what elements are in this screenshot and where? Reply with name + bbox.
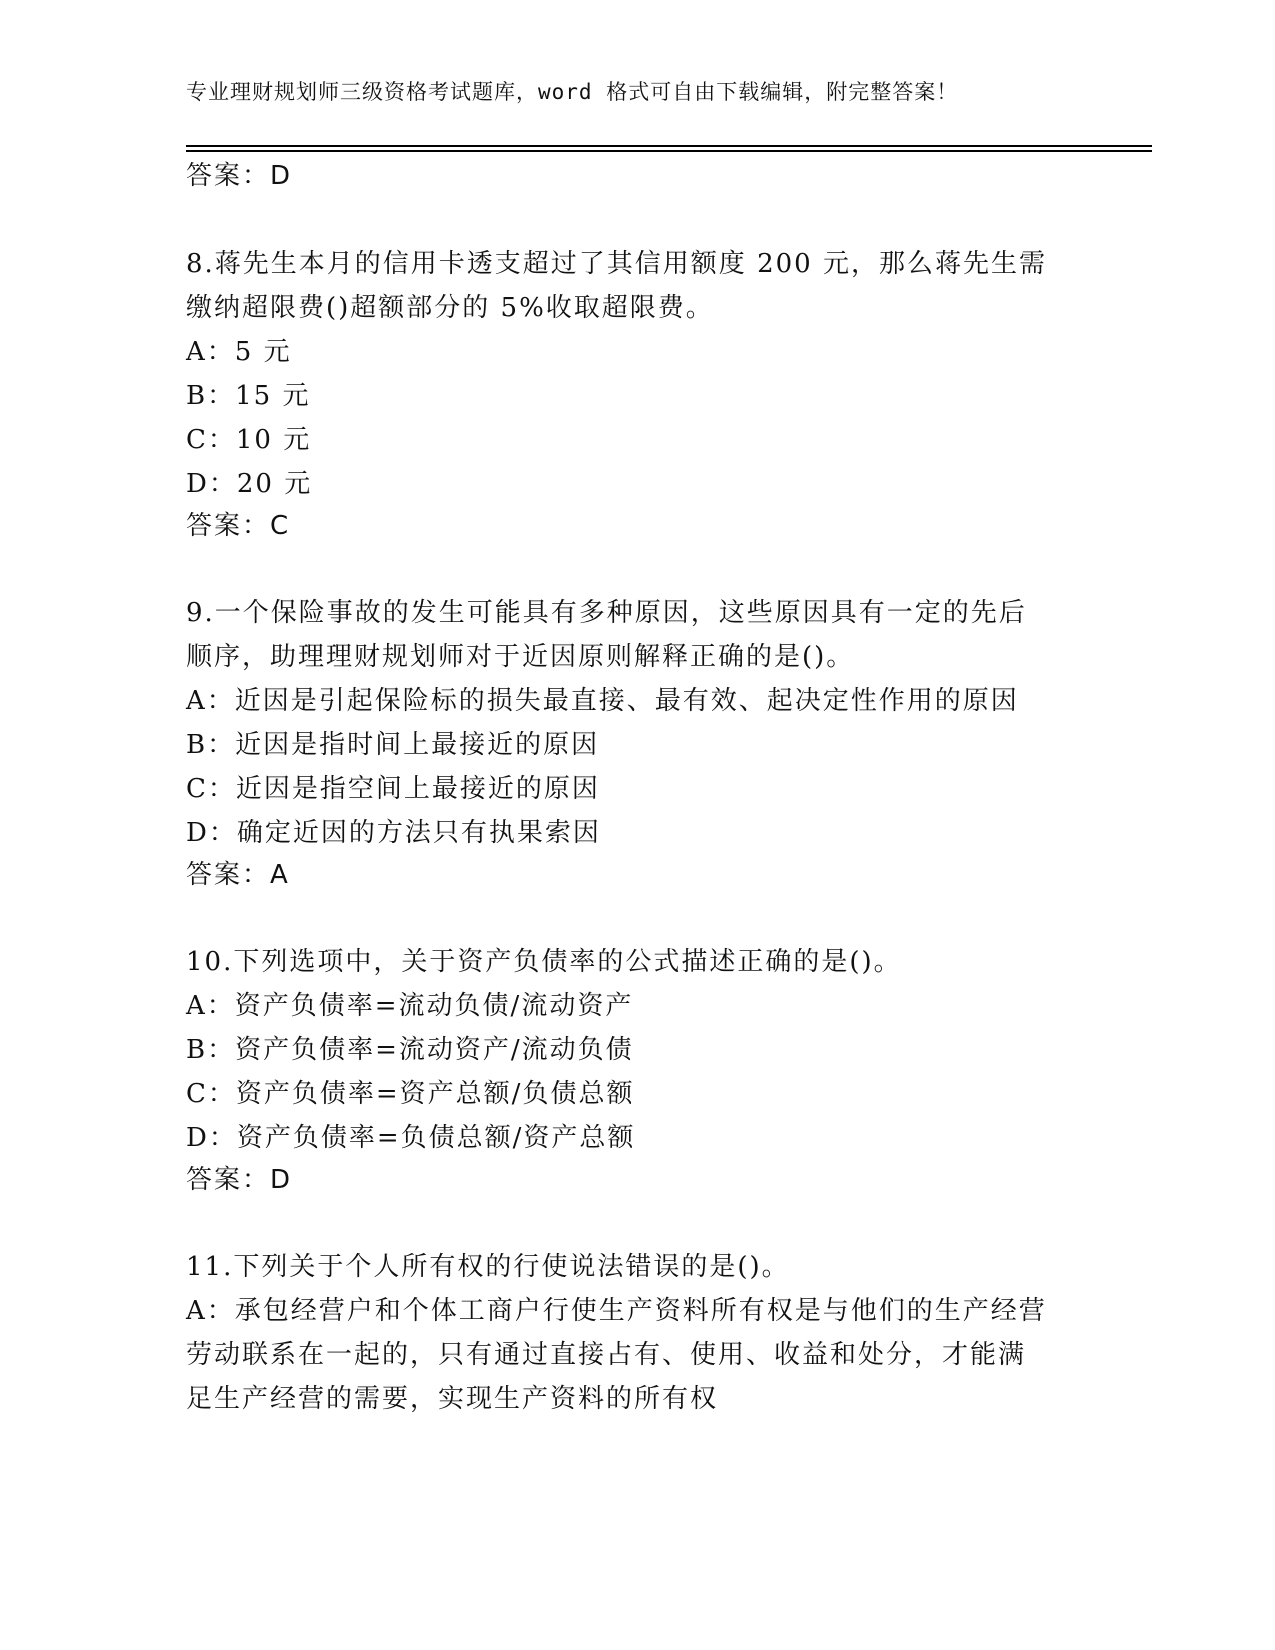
answer-q10: 答案：D [186, 1165, 293, 1195]
question-9-text-cont: 顺序，助理理财规划师对于近因原则解释正确的是()。 [186, 642, 855, 672]
question-8-text-cont: 缴纳超限费()超额部分的 5%收取超限费。 [186, 293, 714, 323]
header-rule-bottom [186, 150, 1152, 152]
q9-option-c: C：近因是指空间上最接近的原因 [186, 774, 600, 804]
question-8-text: 8.蒋先生本月的信用卡透支超过了其信用额度 200 元，那么蒋先生需 [186, 249, 1047, 279]
q8-option-b: B：15 元 [186, 381, 311, 411]
q10-option-c: C：资产负债率=资产总额/负债总额 [186, 1079, 635, 1109]
q10-option-a: A：资产负债率=流动负债/流动资产 [186, 991, 634, 1021]
question-10-text: 10.下列选项中，关于资产负债率的公式描述正确的是()。 [186, 947, 902, 977]
q8-option-c: C：10 元 [186, 425, 312, 455]
header-rule-top [186, 145, 1152, 147]
q9-option-a: A：近因是引起保险标的损失最直接、最有效、起决定性作用的原因 [186, 686, 1019, 716]
document-header: 专业理财规划师三级资格考试题库，word 格式可自由下载编辑，附完整答案！ [186, 80, 959, 104]
q9-option-b: B：近因是指时间上最接近的原因 [186, 730, 600, 760]
question-11-text: 11.下列关于个人所有权的行使说法错误的是()。 [186, 1252, 790, 1282]
q9-option-d: D：确定近因的方法只有执果索因 [186, 818, 601, 848]
q10-option-d: D：资产负债率=负债总额/资产总额 [186, 1123, 636, 1153]
q11-option-a-cont-2: 足生产经营的需要，实现生产资料的所有权 [186, 1384, 719, 1414]
q11-option-a: A：承包经营户和个体工商户行使生产资料所有权是与他们的生产经营 [186, 1296, 1047, 1326]
answer-q9: 答案：A [186, 860, 290, 890]
question-9-text: 9.一个保险事故的发生可能具有多种原因，这些原因具有一定的先后 [186, 598, 1027, 628]
q11-option-a-cont: 劳动联系在一起的，只有通过直接占有、使用、收益和处分，才能满 [186, 1340, 1027, 1370]
q8-option-d: D：20 元 [186, 469, 313, 499]
answer-q8: 答案：C [186, 511, 291, 541]
q8-option-a: A：5 元 [186, 337, 292, 367]
q10-option-b: B：资产负债率=流动资产/流动负债 [186, 1035, 634, 1065]
answer-q7: 答案：D [186, 161, 293, 191]
